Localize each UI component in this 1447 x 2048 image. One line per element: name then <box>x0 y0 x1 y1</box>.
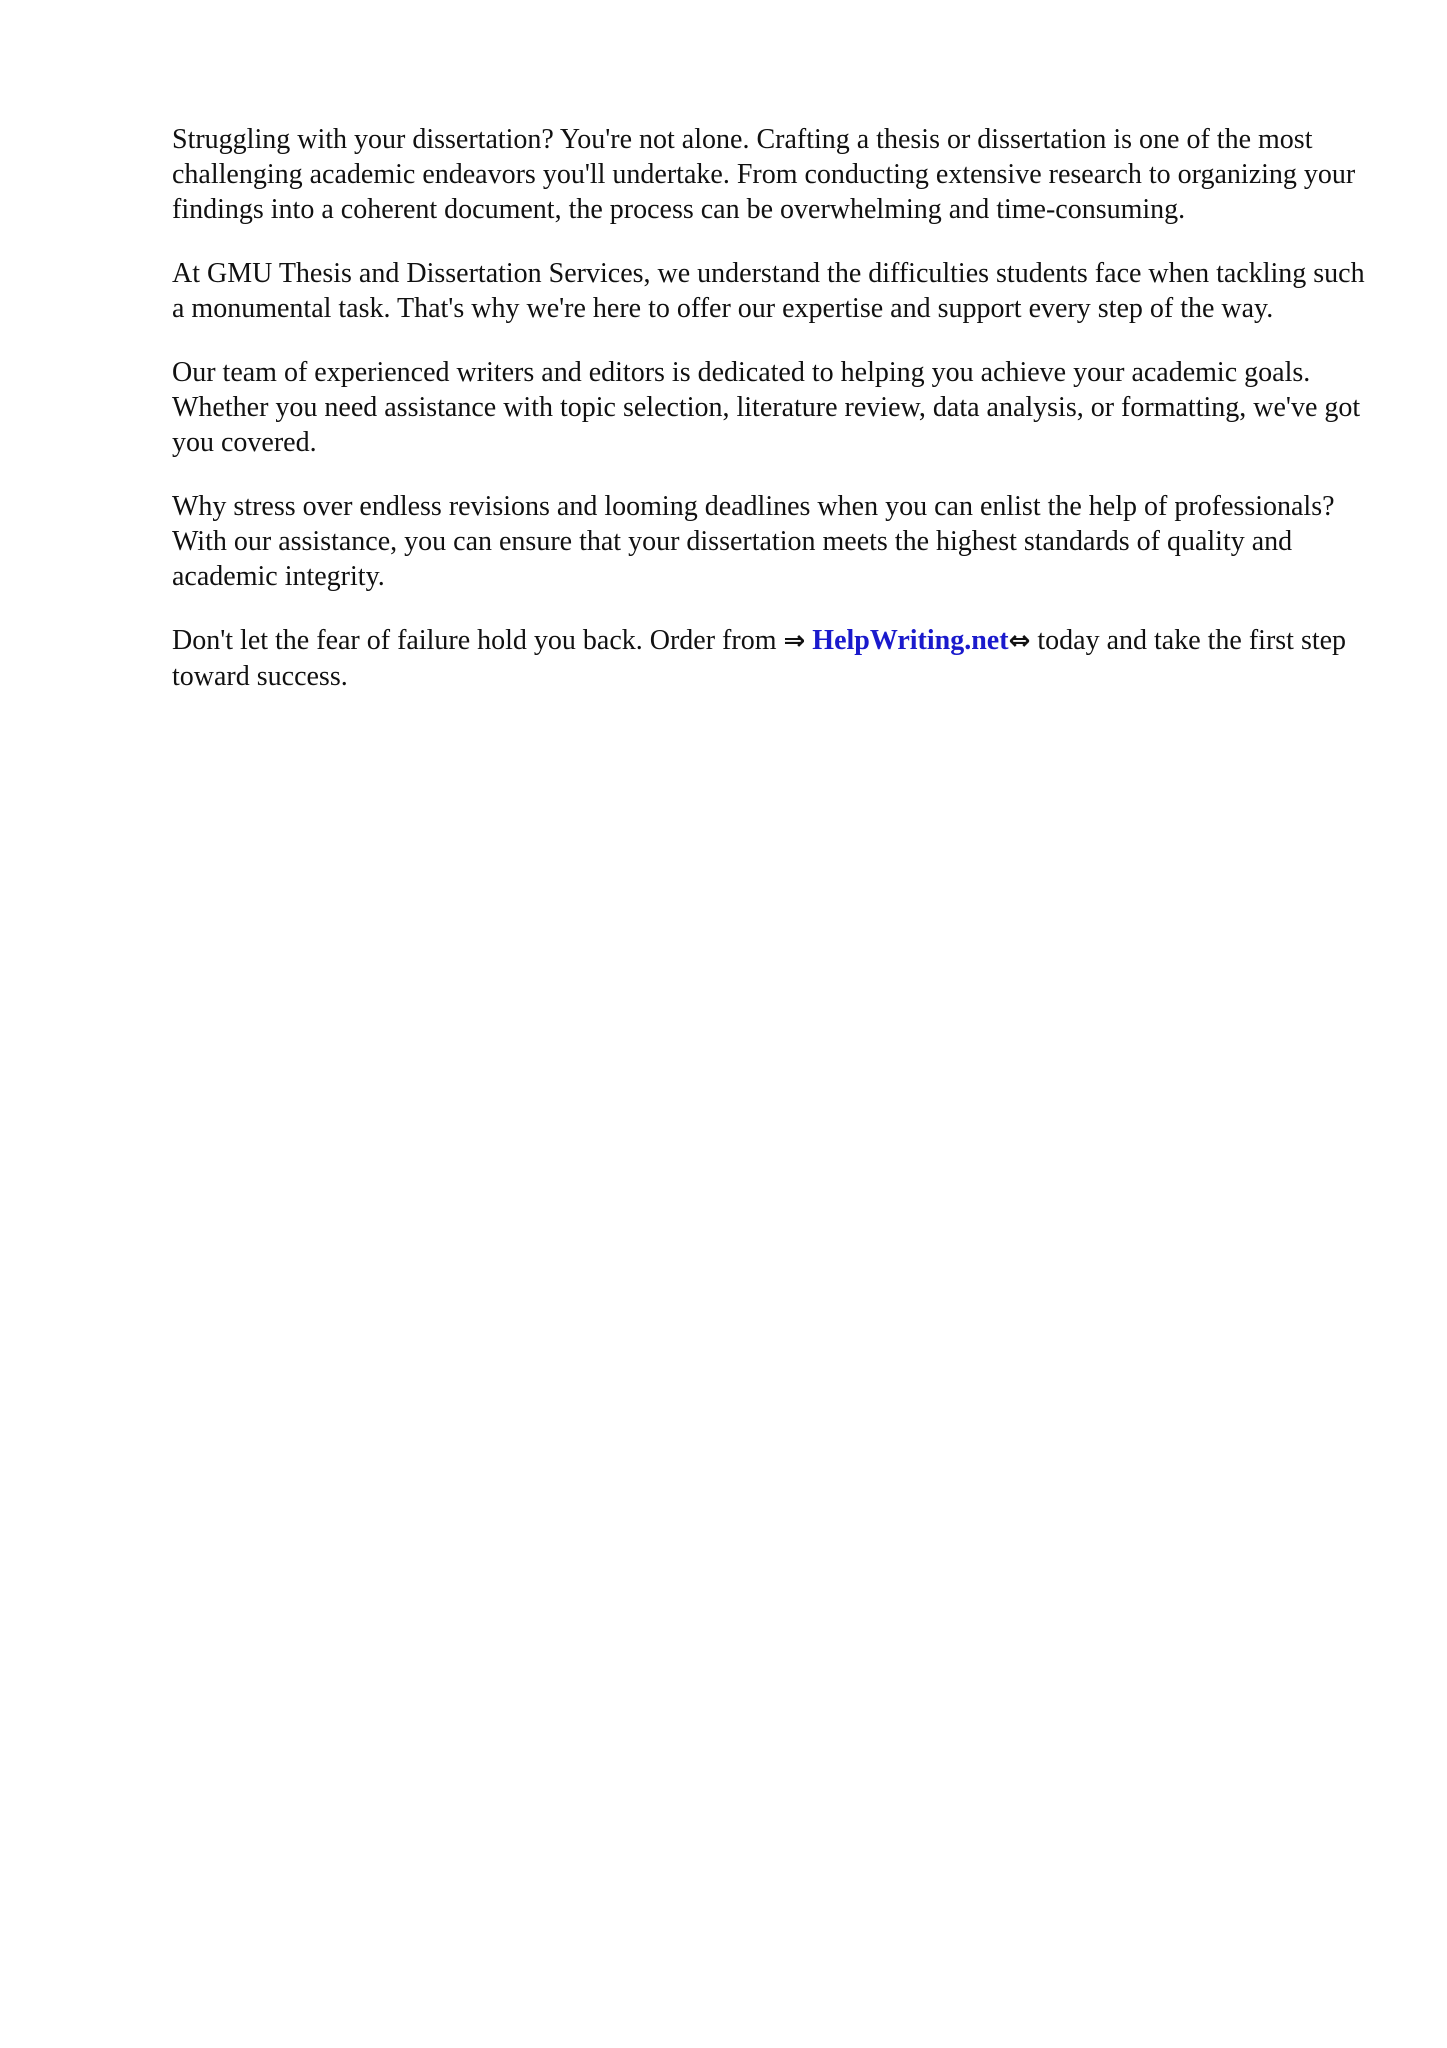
cta-text-before: Don't let the fear of failure hold you back. Order from <box>172 625 784 656</box>
right-double-arrow-icon: ⇒ <box>783 626 806 656</box>
paragraph-cta <box>172 623 1367 694</box>
paragraph-services: At GMU Thesis and Dissertation Services, we understand the difficulties students face when tackling such a monumental task. That's why we're here to offer our expertise and support every step of the way. <box>172 258 1365 324</box>
document-body <box>172 122 1367 723</box>
paragraph-team: Our team of experienced writers and editors is dedicated to helping you achieve your academic goals. Whether you need assistance with topic selection, literature review, data analysis, or formatting, we've got you covered. <box>172 357 1361 458</box>
paragraph-why: Why stress over endless revisions and looming deadlines when you can enlist the help of professionals? With our assistance, you can ensure that your dissertation meets the highest standards of quality and academic integrity. <box>172 491 1335 592</box>
helpwriting-link[interactable]: HelpWriting.net <box>812 625 1009 656</box>
left-right-double-arrow-icon: ⇔ <box>1008 626 1031 656</box>
cta-text-after: today and take the first step toward success. <box>172 625 1347 692</box>
paragraph-intro: Struggling with your dissertation? You're not alone. Crafting a thesis or dissertation is one of the most challenging academic endeavors you'll undertake. From conducting extensive research to organizing your findings into a coherent document, the process can be overwhelming and time-consuming. <box>172 124 1356 225</box>
